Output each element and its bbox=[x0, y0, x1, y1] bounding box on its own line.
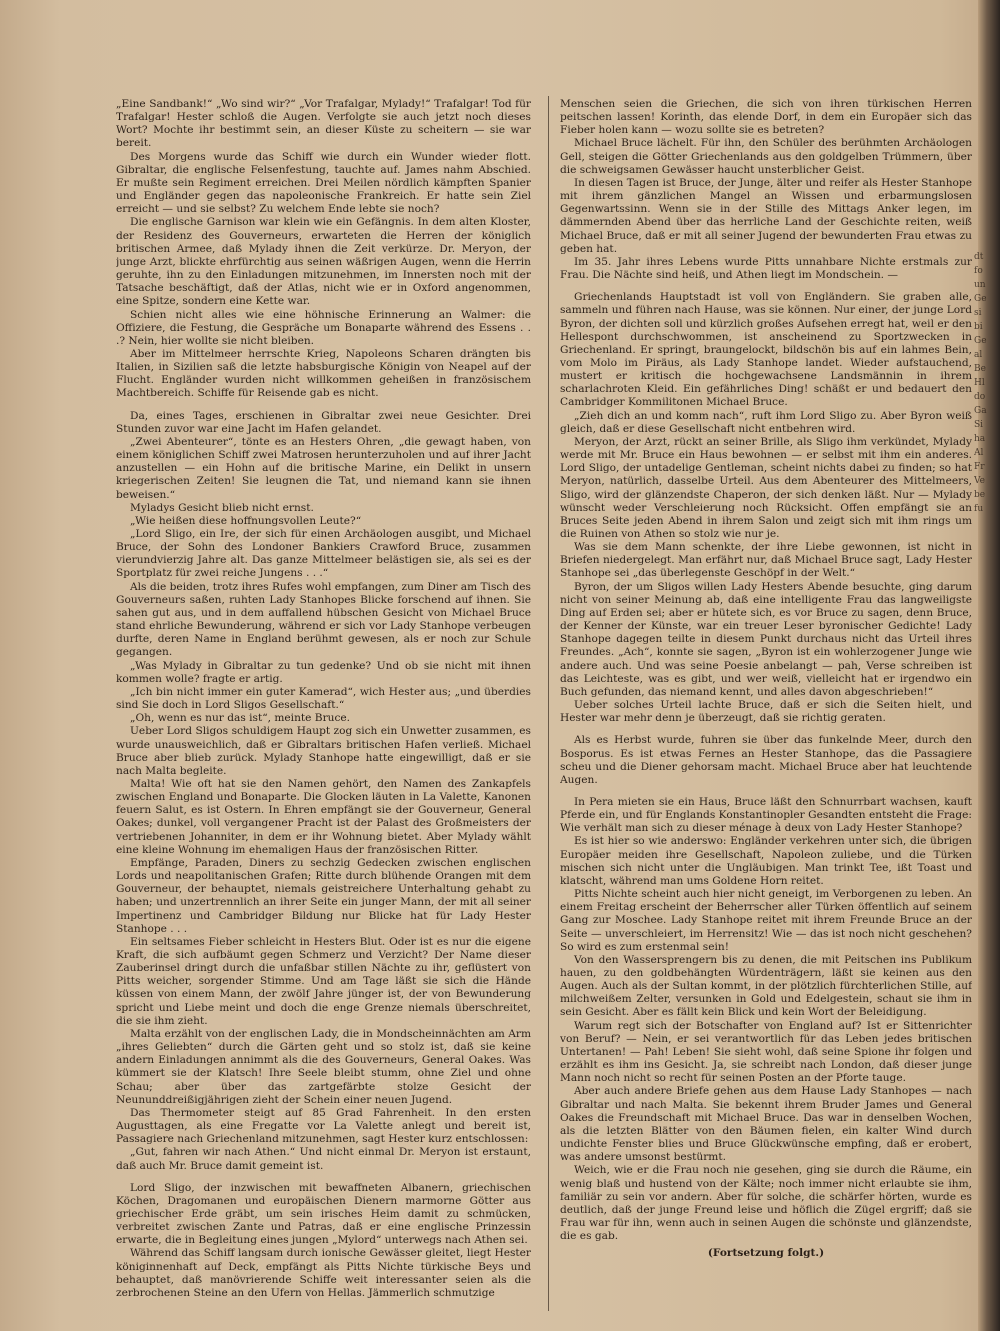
right-column-paragraph: Byron, der um Sligos willen Lady Hesters Abende besuchte, ging darum nicht von seiner Meinung ab, daß eine intelligente Frau das langweiligste Ding auf Erden sei; aber er hütete sich, es vor Bruce zu sagen, denn Bruce, der Kenner der Künste, war ein treuer Leser byronischer Gedichte! Lady Stanhope dagegen teilte in diesem Punkt durchaus nicht das Urteil ihres Freundes. „Ach“, konnte sie sagen, „Byron ist ein wohlerzogener Junge wie andere auch. Und was seine Poesie anbelangt — pah, Verse schreiben ist das Leichteste, was es gibt, und wer weiß, vielleicht hat er irgendwo ein Buch gefunden, das niemand kennt, und alles davon abgeschrieben!“ bbox=[560, 580, 972, 698]
spine-fragment: bi bbox=[974, 322, 983, 332]
left-column-paragraph: Während das Schiff langsam durch ionische Gewässer gleitet, liegt Hester königinnenhaft auf Deck, empfängt als Pitts Nichte türkische Beys und behauptet, daß manövrierende Schiffe weit interessanter seien als die zerbrochenen Steine an den Ufern von Hellas. Jämmerlich schmutzige bbox=[116, 1247, 531, 1299]
right-column-paragraph: In Pera mieten sie ein Haus, Bruce läßt den Schnurrbart wachsen, kauft Pferde ein, und für Englands Konstantinopler Gesandten entsteht die Frage: Wie verhält man sich zu dieser ménage à deux von Lady Hester Stanhope? bbox=[560, 795, 972, 835]
spine-fragment: Ga bbox=[974, 406, 987, 416]
spine-fragment: Al bbox=[974, 448, 984, 458]
right-column-paragraph: Warum regt sich der Botschafter von England auf? Ist er Sittenrichter von Beruf? — Nein, er sei verantwortlich für das Leben jedes britischen Untertanen! — Pah! Leben! Sie sieht wohl, daß seine Spione ihr folgen und erzählt es ihm ins Gesicht. Ja, sie schreibt nach London, daß dieser junge Mann noch nicht so recht für seinen Posten an der Pforte tauge. bbox=[560, 1019, 972, 1085]
spine-fragment: al bbox=[974, 350, 983, 360]
spine-fragment: Ge bbox=[974, 294, 987, 304]
continuation-note: (Fortsetzung folgt.) bbox=[707, 1247, 825, 1260]
spine-fragment: si bbox=[974, 308, 982, 318]
left-column-paragraph: Ueber Lord Sligos schuldigem Haupt zog sich ein Unwetter zusammen, es wurde unausweichlich, daß er Gibraltars britischen Hafen verließ. Michael Bruce aber blieb zurück. Mylady Stanhope hatte eingewilligt, daß er sie nach Malta begleite. bbox=[116, 725, 531, 777]
spine-fragment: be bbox=[974, 490, 986, 500]
left-column-paragraph: Lord Sligo, der inzwischen mit bewaffneten Albanern, griechischen Köchen, Dragomanen und europäischen Dienern marmorne Götter aus griechischer Erde gräbt, um sein irisches Heim damit zu schmücken, verbreitet zwischen Zante und Patras, daß er eine englische Prinzessin erwarte, die in Begleitung eines jungen „Mylord“ unterwegs nach Athen sei. bbox=[116, 1181, 531, 1247]
spine-fragment: ha bbox=[974, 434, 986, 444]
left-column-paragraph: Schien nicht alles wie eine höhnische Erinnerung an Walmer: die Offiziere, die Festung, die Gespräche um Bonaparte während des Essens . . .? Nein, hier wollte sie nicht bleiben. bbox=[116, 308, 531, 347]
left-column-paragraph: „Eine Sandbank!“ „Wo sind wir?“ „Vor Trafalgar, Mylady!“ Trafalgar! Tod für Trafalgar! Hester schloß die Augen. Verfolgte sie auch jetzt noch dieses Wort? Mochte ihr bestimmt sein, an dieser Küste zu scheitern — sie war bereit. bbox=[116, 98, 531, 150]
column-divider bbox=[548, 96, 549, 1311]
spine-fragment: Fr bbox=[974, 462, 985, 472]
left-column-paragraph: „Oh, wenn es nur das ist“, meinte Bruce. bbox=[130, 712, 351, 725]
left-column-paragraph: Da, eines Tages, erschienen in Gibraltar zwei neue Gesichter. Drei Stunden zuvor war eine Jacht im Hafen gelandet. bbox=[116, 409, 531, 435]
spine-fragment: fu bbox=[974, 504, 984, 514]
left-column-paragraph: „Ich bin nicht immer ein guter Kamerad“, wich Hester aus; „und überdies sind Sie doch in Lord Sligos Gesellschaft.“ bbox=[116, 685, 531, 712]
left-column-paragraph: Des Morgens wurde das Schiff wie durch ein Wunder wieder flott. Gibraltar, die englische Felsenfestung, tauchte auf. James nahm Abschied. Er mußte sein Regiment erreichen. Drei Meilen nördlich kämpften Spanier und Engländer gegen das napoleonische Frankreich. Er hatte sein Ziel erreicht — und sie selbst? Zu welchem Ende lebte sie noch? bbox=[116, 150, 531, 216]
left-column-paragraph: Empfänge, Paraden, Diners zu sechzig Gedecken zwischen englischen Lords und neapolitanischen Grafen; Ritte durch blühende Orangen mit dem Gouverneur, der behauptet, niemals geistreichere Unterhaltung gehabt zu haben; und unzertrennlich an ihrer Seite ein junger Mann, der mit all seiner Impertinenz und Cambridger Bildung nur Blicke hat für Lady Hester Stanhope . . . bbox=[116, 856, 531, 935]
right-column-paragraph: Menschen seien die Griechen, die sich von ihren türkischen Herren peitschen lassen! Korinth, das elende Dorf, in dem ein Europäer sich das Fieber holen kann — wozu sollte sie es betreten? bbox=[560, 98, 972, 137]
left-column-paragraph: „Wie heißen diese hoffnungsvollen Leute?“ bbox=[130, 514, 362, 527]
spine-fragment: un bbox=[974, 280, 986, 290]
left-column-paragraph: „Lord Sligo, ein Ire, der sich für einen Archäologen ausgibt, und Michael Bruce, der Sohn des Londoner Bankiers Crawford Bruce, zusammen vierundvierzig Jahre alt. Das ganze Mittelmeer belästigen sie, als sei es der Sportplatz für zwei reiche Jungens . . .“ bbox=[116, 528, 531, 580]
right-column-paragraph: Aber auch andere Briefe gehen aus dem Hause Lady Stanhopes — nach Gibraltar und nach Malta. Sie bekennt ihrem Bruder James und General Oakes die Freundschaft mit Michael Bruce. Das war in denselben Wochen, als die letzten Blätter von den Bäumen fielen, ein kalter Wind durch undichte Fenster blies und Bruce Glückwünsche empfing, daß er erobert, was andere umsonst bestürmt. bbox=[560, 1085, 972, 1164]
spine-fragment: Hl bbox=[974, 378, 985, 388]
left-column-paragraph: Ein seltsames Fieber schleicht in Hesters Blut. Oder ist es nur die eigene Kraft, die sich aufbäumt gegen Schmerz und Verzicht? Der Name dieser Zauberinsel dringt durch die unfaßbar stillen Nächte zu ihr, geflüstert von Pitts weicher, sorgender Stimme. Und am Tage läßt sie sich die Hände küssen von einem Mann, der zwölf Jahre jünger ist, der von Bewunderung spricht und Liebe meint und doch die enge Grenze niemals überschreitet, die sie ihm zieht. bbox=[116, 935, 531, 1027]
right-column-paragraph: In diesen Tagen ist Bruce, der Junge, älter und reifer als Hester Stanhope mit ihrem gänzlichen Mangel an Wissen und erbarmungslosen Gegenwartssinn. Wenn sie in der Stille des Mittags Anker legen, im dämmernden Abend über das herrliche Land der Geschichte reiten, weiß Michael Bruce, daß er mit all seiner Jugend der bewunderten Frau etwas zu geben hat. bbox=[560, 176, 972, 255]
left-column-paragraph: Die englische Garnison war klein wie ein Gefängnis. In dem alten Kloster, der Residenz des Gouverneurs, erwarteten die Herren der königlich britischen Armee, daß Mylady ihnen die Zeit verkürze. Dr. Meryon, der junge Arzt, blickte ehrfürchtig aus seinen wäßrigen Augen, wenn die Herrin geruhte, ihn zu den Einladungen mitzunehmen, im Innersten noch mit der Tatsache beschäftigt, daß der Atlas, nicht wie er in Oxford angenommen, eine Spitze, sondern eine Kette war. bbox=[116, 216, 531, 308]
left-column-paragraph: Aber im Mittelmeer herrschte Krieg, Napoleons Scharen drängten bis Italien, in Sizilien saß die letzte habsburgische Königin von Neapel auf der Flucht. Engländer wurden nicht willkommen geheißen in französischem Machtbereich. Schiffe für Reisende gab es nicht. bbox=[116, 347, 531, 400]
left-column bbox=[116, 98, 531, 1310]
left-column-paragraph: Das Thermometer steigt auf 85 Grad Fahrenheit. In den ersten Augusttagen, als eine Fregatte vor La Valette anlegt und bereit ist, Passagiere nach Griechenland mitzunehmen, sagt Hester kurz entschlossen: bbox=[116, 1106, 531, 1146]
right-column bbox=[560, 98, 972, 1310]
spine-fragment: Ge bbox=[974, 336, 987, 346]
left-column-paragraph: „Zwei Abenteurer“, tönte es an Hesters Ohren, „die gewagt haben, von einem königlichen Schiff zwei Matrosen herunterzuholen und auf ihrer Jacht anzustellen — ein Hohn auf die britische Marine, ein Delikt in unsern kriegerischen Zeiten! Sie leugnen die Tat, und niemand kann sie ihnen beweisen.“ bbox=[116, 435, 531, 501]
right-column-paragraph: Meryon, der Arzt, rückt an seiner Brille, als Sligo ihm verkündet, Mylady werde mit Mr. Bruce ein Haus bewohnen — er selbst mit ihm ein anderes. Lord Sligo, der untadelige Gentleman, scheint nichts dabei zu finden; so hat Meryon, natürlich, dasselbe Urteil. Aus dem Abenteurer des Mittelmeers, Sligo, wird der glänzendste Chaperon, der sich denken läßt. Nur — Mylady wünscht weder Verschleierung noch Rücksicht. Offen empfängt sie an Bruces Seite jeden Abend in ihrem Salon und zeigt sich mit ihm rings um die Ruinen von Athen so stolz wie nur je. bbox=[560, 435, 972, 540]
adjacent-page-fragments bbox=[974, 250, 988, 950]
spine-fragment: Be bbox=[974, 364, 986, 374]
spine-fragment: fo bbox=[974, 266, 983, 276]
spine-fragment: Si bbox=[974, 420, 984, 430]
right-column-paragraph: Als es Herbst wurde, fuhren sie über das funkelnde Meer, durch den Bosporus. Es ist etwas Fernes an Hester Stanhope, das die Passagiere scheu und die Diener gehorsam macht. Michael Bruce aber hat leuchtende Augen. bbox=[560, 734, 972, 786]
right-column-paragraph: Griechenlands Hauptstadt ist voll von Engländern. Sie graben alle, sammeln und führen nach Hause, was sie können. Nur einer, der junge Lord Byron, der dichten soll und kürzlich großes Aufsehen erregt hat, weil er den Hellespont durchschwommen, ist anscheinend zu Sportzwecken in Griechenland. Er springt, braungelockt, bildschön bis auf ein lahmes Bein, vom Molo im Piräus, als Lady Stanhope landet. Wieder aufstauchend, mustert er kritisch die hochgewachsene Landsmännin in ihrem scharlachroten Kleid. Ein gefährliches Ding! schäßt er und bedauert den Cambridger Kommilitonen Michael Bruce. bbox=[560, 291, 972, 409]
right-column-paragraph: „Zieh dich an und komm nach“, ruft ihm Lord Sligo zu. Aber Byron weiß gleich, daß er diese Gesellschaft nicht entbehren wird. bbox=[560, 409, 972, 435]
left-column-paragraph: „Gut, fahren wir nach Athen.“ Und nicht einmal Dr. Meryon ist erstaunt, daß auch Mr. Bruce damit gemeint ist. bbox=[116, 1146, 531, 1172]
left-column-paragraph: Myladys Gesicht blieb nicht ernst. bbox=[130, 501, 314, 514]
spine-fragment: Ve bbox=[974, 476, 985, 486]
right-column-paragraph: Von den Wassersprengern bis zu denen, die mit Peitschen ins Publikum hauen, zu den goldbehängten Würdenträgern, läßt sie keinen aus den Augen. Auch als der Sultan kommt, in der plötzlich fürchterlichen Stille, auf milchweißem Zelter, versunken in Gold und Edelgestein, schaut sie ihm in sein Gesicht. Aber es fällt kein Blick und kein Wort der Beleidigung. bbox=[560, 953, 972, 1019]
left-column-paragraph: „Was Mylady in Gibraltar zu tun gedenke? Und ob sie nicht mit ihnen kommen wolle? fragte er artig. bbox=[116, 659, 531, 685]
left-column-paragraph: Malta! Wie oft hat sie den Namen gehört, den Namen des Zankapfels zwischen England und Bonaparte. Die Glocken läuten in La Valette, Kanonen feuern Salut, es ist Ostern. In Ehren empfängt sie der Gouverneur, General Oakes; dunkel, voll vergangener Pracht ist der Palast des Großmeisters der vertriebenen Johanniter, in dem er ihr Wohnung bietet. Aber Mylady wählt eine kleine Wohnung im ehemaligen Haus der französischen Ritter. bbox=[116, 777, 531, 856]
right-column-paragraph: Michael Bruce lächelt. Für ihn, den Schüler des berühmten Archäologen Gell, steigen die Götter Griechenlands aus den goldgelben Trümmern, über die schweigsamen Gewässer haucht unsterblicher Geist. bbox=[560, 137, 972, 176]
right-column-paragraph: Was sie dem Mann schenkte, der ihre Liebe gewonnen, ist nicht in Briefen niedergelegt. Man erfährt nur, daß Michael Bruce sagt, Lady Hester Stanhope sei „das überlegenste Geschöpf in der Welt.“ bbox=[560, 541, 972, 580]
right-column-paragraph: Im 35. Jahr ihres Lebens wurde Pitts unnahbare Nichte erstmals zur Frau. Die Nächte sind heiß, und Athen liegt im Mondschein. — bbox=[560, 255, 972, 282]
left-column-paragraph: Als die beiden, trotz ihres Rufes wohl empfangen, zum Diner am Tisch des Gouverneurs saßen, ruhten Lady Stanhopes Blicke forschend auf ihnen. Sie sahen gut aus, und in dem auffallend hübschen Gesicht von Michael Bruce stand ehrliche Bewunderung, während er sich vor Lady Stanhope verbeugen durfte, deren Name in England berühmt gewesen, als er noch zur Schule gegangen. bbox=[116, 580, 531, 659]
right-column-paragraph: Ueber solches Urteil lachte Bruce, daß er sich die Seiten hielt, und Hester war mehr denn je überzeugt, daß sie richtig geraten. bbox=[560, 699, 972, 725]
right-column-paragraph: Weich, wie er die Frau noch nie gesehen, ging sie durch die Räume, ein wenig blaß und hustend von der Kälte; noch immer nicht erlaubte sie ihm, familiär zu sein vor andern. Aber für solche, die schärfer hörten, wurde es deutlich, daß der junge Freund leise und höflich die Zügel ergriff; daß sie Frau war für ihn, wenn auch in seinen Augen die schönste und glänzendste, die es gab. bbox=[560, 1164, 972, 1243]
spine-fragment: do bbox=[974, 392, 986, 402]
right-column-paragraph: Es ist hier so wie anderswo: Engländer verkehren unter sich, die übrigen Europäer meiden ihre Gesellschaft, Napoleon zuliebe, und die Türken mischen sich nicht unter die Ungläubigen. Man trinkt Tee, ißt Toast und klatscht, während man ums Goldene Horn reitet. bbox=[560, 835, 972, 887]
left-column-paragraph: Malta erzählt von der englischen Lady, die in Mondscheinnächten am Arm „ihres Geliebten“ durch die Gärten geht und so stolz ist, daß sie keine andern Einladungen annimmt als die des Gouverneurs, General Oakes. Was kümmert sie der Klatsch! Ihre Seele bleibt stumm, ohne Ziel und ohne Schau; aber über das zartgefärbte stolze Gesicht der Neununddreißigjährigen zieht der Schein einer neuen Jugend. bbox=[116, 1027, 531, 1106]
right-column-paragraph: Pitts Nichte scheint auch hier nicht geneigt, im Verborgenen zu leben. An einem Freitag erscheint der Beherrscher aller Türken öffentlich auf seinem Gang zur Moschee. Lady Stanhope reitet mit ihrem Freunde Bruce an der Seite — unverschleiert, im Herrensitz! Wie — das ist noch nicht geschehen? So wird es zum erstenmal sein! bbox=[560, 888, 972, 953]
spine-fragment: dt bbox=[974, 252, 984, 262]
